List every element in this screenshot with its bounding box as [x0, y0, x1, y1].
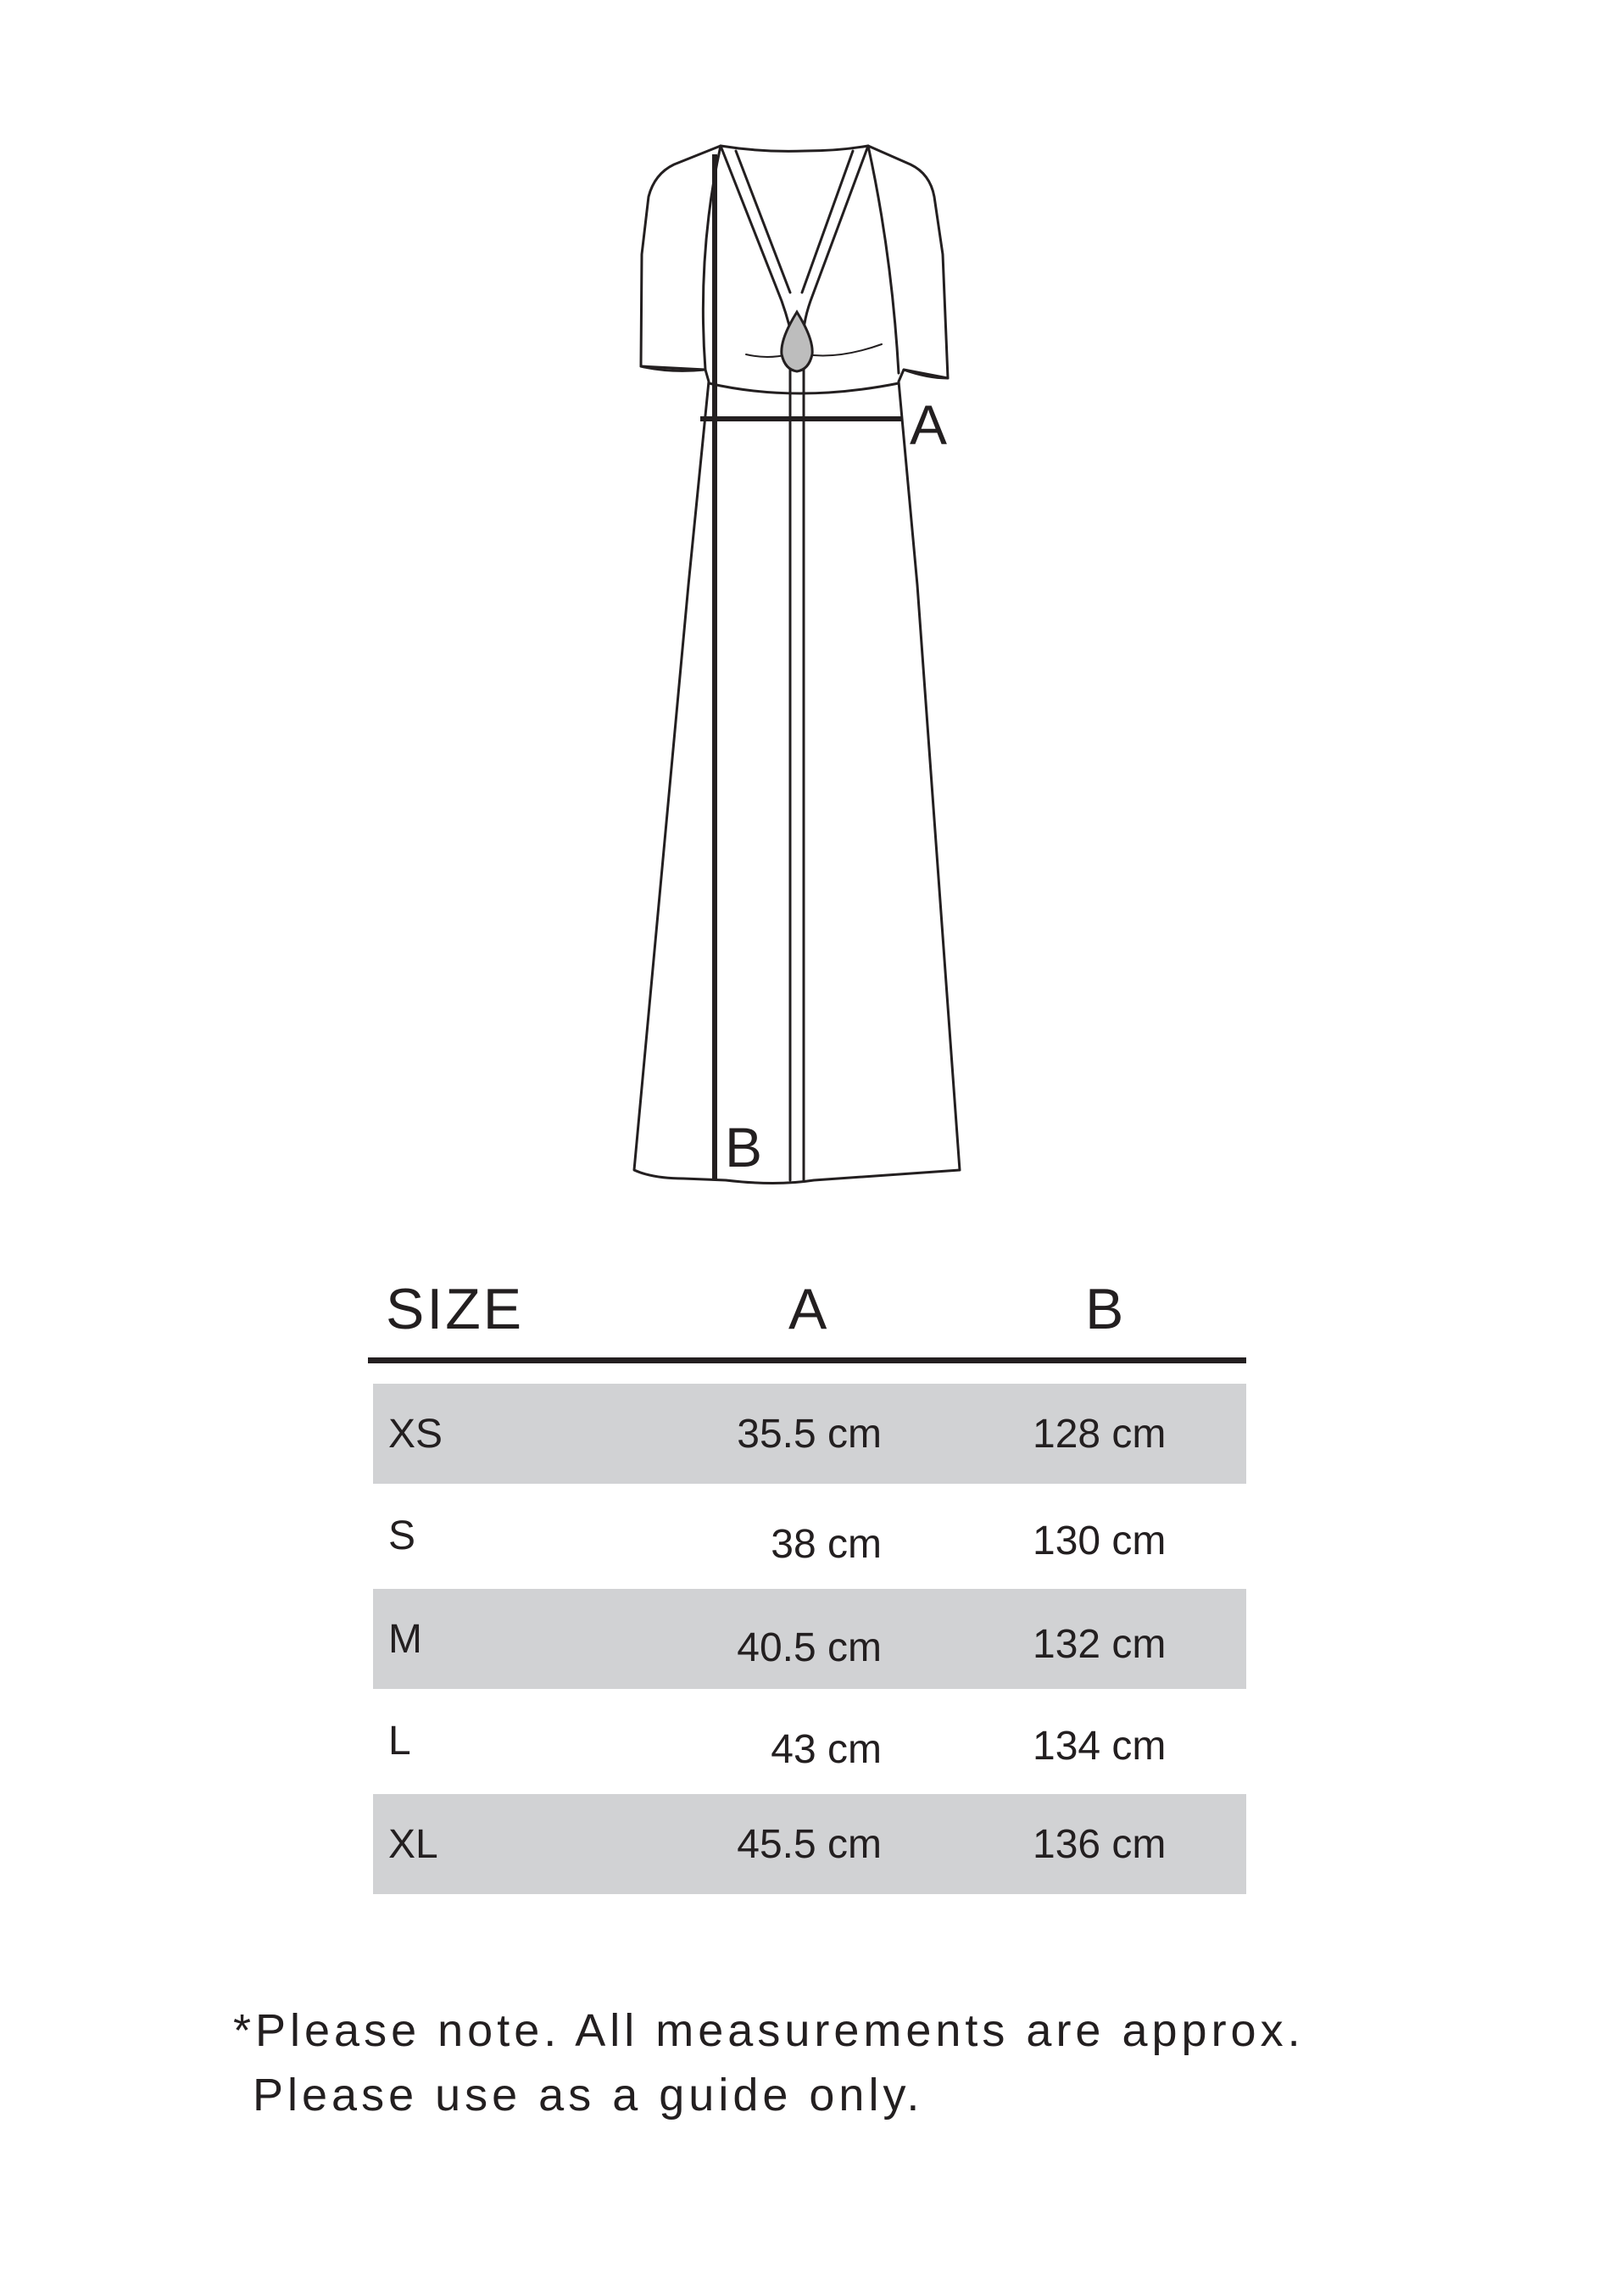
measure-a-cell: 45.5 cm	[737, 1822, 882, 1867]
measure-label-a: A	[910, 393, 948, 456]
size-cell: XS	[388, 1412, 443, 1457]
measure-a-cell: 35.5 cm	[737, 1412, 882, 1457]
table-row	[373, 1691, 1246, 1791]
size-cell: L	[388, 1719, 411, 1764]
table-row	[373, 1384, 1246, 1484]
measure-a-cell: 40.5 cm	[737, 1625, 882, 1670]
header-b: B	[1085, 1277, 1127, 1341]
measure-label-b: B	[725, 1116, 763, 1179]
measure-a-cell: 43 cm	[771, 1727, 882, 1772]
header-rule	[368, 1357, 1246, 1363]
left-sleeve	[703, 146, 721, 370]
table-row	[373, 1485, 1246, 1585]
keyhole	[782, 312, 812, 371]
header-a: A	[788, 1277, 830, 1341]
size-cell: S	[388, 1513, 416, 1558]
size-cell: M	[388, 1617, 422, 1662]
neckline	[721, 146, 868, 151]
dress-outline	[634, 146, 960, 1184]
note-line-1: *Please note. All measurements are approx.	[233, 2005, 1305, 2056]
size-cell: XL	[388, 1822, 438, 1867]
measure-b-cell: 132 cm	[1033, 1622, 1167, 1667]
measure-b-cell: 136 cm	[1033, 1822, 1167, 1867]
measure-b-cell: 130 cm	[1033, 1519, 1167, 1563]
measure-a-cell: 38 cm	[771, 1522, 882, 1567]
header-size: SIZE	[386, 1277, 525, 1341]
table-row	[373, 1794, 1246, 1894]
measure-b-cell: 134 cm	[1033, 1724, 1167, 1769]
measure-b-cell: 128 cm	[1033, 1412, 1167, 1457]
table-row	[373, 1589, 1246, 1689]
note-line-2: Please use as a guide only.	[253, 2070, 924, 2120]
right-sleeve	[868, 146, 899, 373]
